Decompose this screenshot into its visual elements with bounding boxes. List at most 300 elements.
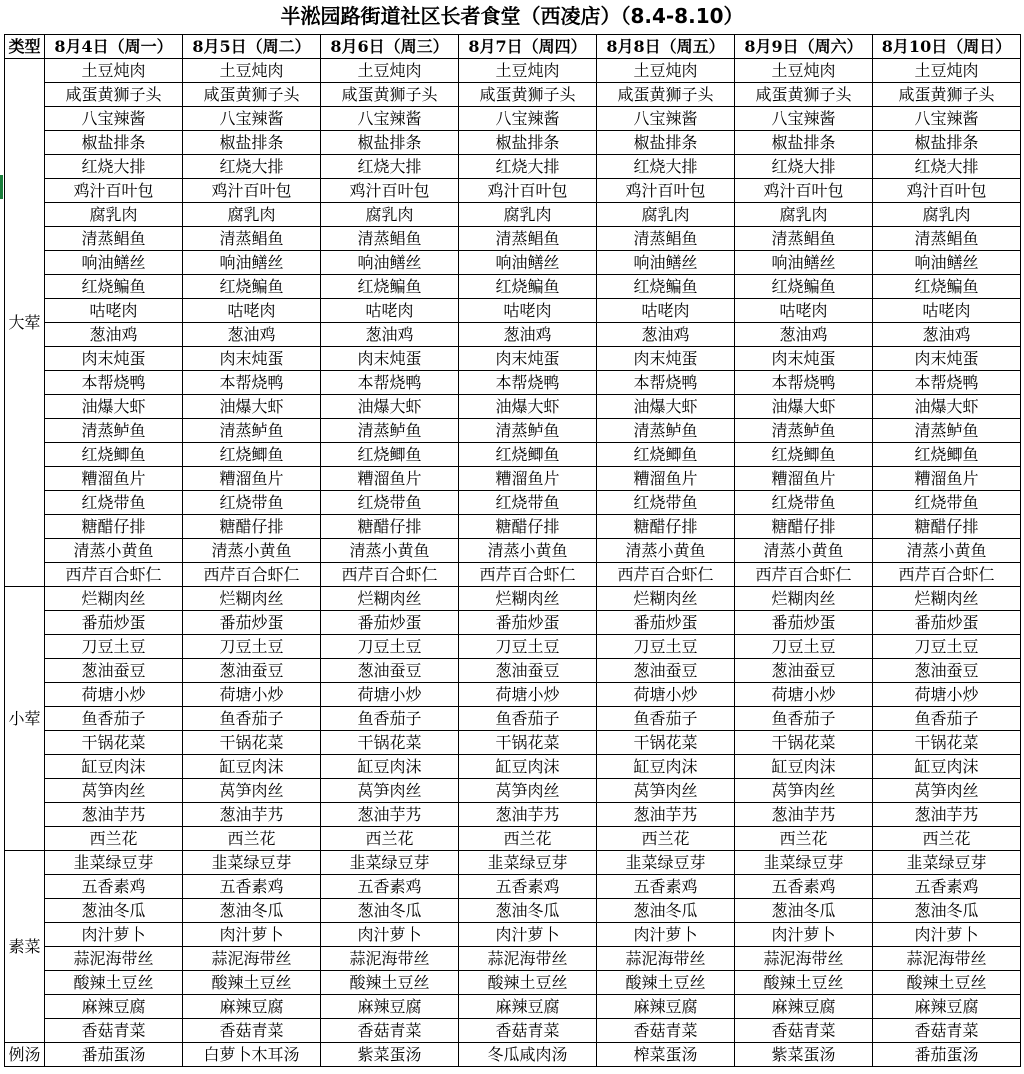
- dish-cell: 莴笋肉丝: [735, 779, 873, 803]
- table-row: [5, 467, 1021, 491]
- dish-cell: 韭菜绿豆芽: [873, 851, 1021, 875]
- dish-cell: 肉汁萝卜: [183, 923, 321, 947]
- dish-cell: 清蒸小黄鱼: [321, 539, 459, 563]
- table-row: [5, 419, 1021, 443]
- dish-cell: 番茄炒蛋: [873, 611, 1021, 635]
- dish-cell: 麻辣豆腐: [321, 995, 459, 1019]
- dish-cell: 清蒸鲈鱼: [735, 419, 873, 443]
- dish-cell: 鱼香茄子: [321, 707, 459, 731]
- table-row: [5, 779, 1021, 803]
- dish-cell: 肉汁萝卜: [459, 923, 597, 947]
- dish-cell: 椒盐排条: [183, 131, 321, 155]
- category-label: 大荤: [5, 59, 45, 587]
- table-row: [5, 1019, 1021, 1043]
- dish-cell: 榨菜蛋汤: [597, 1043, 735, 1067]
- table-row: [5, 203, 1021, 227]
- dish-cell: 咕咾肉: [597, 299, 735, 323]
- table-row: [5, 395, 1021, 419]
- dish-cell: 鱼香茄子: [873, 707, 1021, 731]
- dish-cell: 红烧带鱼: [459, 491, 597, 515]
- dish-cell: 酸辣土豆丝: [873, 971, 1021, 995]
- table-row: [5, 851, 1021, 875]
- dish-cell: 酸辣土豆丝: [183, 971, 321, 995]
- table-row: [5, 611, 1021, 635]
- table-row: [5, 515, 1021, 539]
- dish-cell: 清蒸小黄鱼: [183, 539, 321, 563]
- table-row: [5, 947, 1021, 971]
- dish-cell: 荷塘小炒: [735, 683, 873, 707]
- dish-cell: 腐乳肉: [183, 203, 321, 227]
- dish-cell: 麻辣豆腐: [597, 995, 735, 1019]
- dish-cell: 肉汁萝卜: [735, 923, 873, 947]
- dish-cell: 糖醋仔排: [45, 515, 183, 539]
- dish-cell: 土豆炖肉: [873, 59, 1021, 83]
- dish-cell: 西兰花: [735, 827, 873, 851]
- dish-cell: 干锅花菜: [183, 731, 321, 755]
- dish-cell: 椒盐排条: [459, 131, 597, 155]
- dish-cell: 鱼香茄子: [735, 707, 873, 731]
- weekly-menu-table: [4, 34, 1021, 1067]
- dish-cell: 韭菜绿豆芽: [45, 851, 183, 875]
- dish-cell: 莴笋肉丝: [321, 779, 459, 803]
- dish-cell: 五香素鸡: [873, 875, 1021, 899]
- dish-cell: 蒜泥海带丝: [45, 947, 183, 971]
- dish-cell: 本帮烧鸭: [321, 371, 459, 395]
- dish-cell: 干锅花菜: [597, 731, 735, 755]
- dish-cell: 油爆大虾: [459, 395, 597, 419]
- dish-cell: 鸡汁百叶包: [459, 179, 597, 203]
- dish-cell: 红烧鳊鱼: [321, 275, 459, 299]
- dish-cell: 糖醋仔排: [459, 515, 597, 539]
- table-row: [5, 227, 1021, 251]
- dish-cell: 刀豆土豆: [321, 635, 459, 659]
- dish-cell: 油爆大虾: [735, 395, 873, 419]
- dish-cell: 咸蛋黄狮子头: [321, 83, 459, 107]
- dish-cell: 酸辣土豆丝: [321, 971, 459, 995]
- dish-cell: 土豆炖肉: [459, 59, 597, 83]
- dish-cell: 葱油蚕豆: [183, 659, 321, 683]
- dish-cell: 咸蛋黄狮子头: [459, 83, 597, 107]
- table-row: [5, 491, 1021, 515]
- dish-cell: 五香素鸡: [183, 875, 321, 899]
- dish-cell: 韭菜绿豆芽: [321, 851, 459, 875]
- dish-cell: 咸蛋黄狮子头: [735, 83, 873, 107]
- dish-cell: 缸豆肉沫: [597, 755, 735, 779]
- dish-cell: 油爆大虾: [873, 395, 1021, 419]
- dish-cell: 番茄蛋汤: [45, 1043, 183, 1067]
- dish-cell: 响油鳝丝: [873, 251, 1021, 275]
- dish-cell: 红烧鳊鱼: [597, 275, 735, 299]
- dish-cell: 莴笋肉丝: [45, 779, 183, 803]
- dish-cell: 红烧大排: [459, 155, 597, 179]
- dish-cell: 咕咾肉: [45, 299, 183, 323]
- dish-cell: 葱油冬瓜: [321, 899, 459, 923]
- dish-cell: 咸蛋黄狮子头: [597, 83, 735, 107]
- dish-cell: 肉末炖蛋: [321, 347, 459, 371]
- table-row: [5, 563, 1021, 587]
- dish-cell: 腐乳肉: [873, 203, 1021, 227]
- dish-cell: 肉末炖蛋: [597, 347, 735, 371]
- day-header: 8月6日（周三）: [321, 35, 459, 59]
- dish-cell: 咸蛋黄狮子头: [873, 83, 1021, 107]
- table-row: [5, 971, 1021, 995]
- table-row: [5, 107, 1021, 131]
- dish-cell: 刀豆土豆: [183, 635, 321, 659]
- dish-cell: 鱼香茄子: [183, 707, 321, 731]
- page-title: 半淞园路街道社区长者食堂（西凌店）（8.4-8.10）: [280, 4, 744, 28]
- dish-cell: 酸辣土豆丝: [45, 971, 183, 995]
- table-row: [5, 179, 1021, 203]
- dish-cell: 土豆炖肉: [321, 59, 459, 83]
- dish-cell: 糟溜鱼片: [459, 467, 597, 491]
- dish-cell: 土豆炖肉: [183, 59, 321, 83]
- dish-cell: 清蒸鲳鱼: [873, 227, 1021, 251]
- dish-cell: 清蒸鲈鱼: [873, 419, 1021, 443]
- table-row: [5, 923, 1021, 947]
- dish-cell: 荷塘小炒: [459, 683, 597, 707]
- dish-cell: 五香素鸡: [321, 875, 459, 899]
- table-row: [5, 659, 1021, 683]
- dish-cell: 咕咾肉: [735, 299, 873, 323]
- day-header: 8月8日（周五）: [597, 35, 735, 59]
- dish-cell: 香菇青菜: [873, 1019, 1021, 1043]
- dish-cell: 五香素鸡: [459, 875, 597, 899]
- dish-cell: 响油鳝丝: [735, 251, 873, 275]
- table-row: [5, 827, 1021, 851]
- dish-cell: 红烧鳊鱼: [459, 275, 597, 299]
- dish-cell: 干锅花菜: [45, 731, 183, 755]
- dish-cell: 葱油冬瓜: [873, 899, 1021, 923]
- dish-cell: 糟溜鱼片: [45, 467, 183, 491]
- dish-cell: 香菇青菜: [459, 1019, 597, 1043]
- dish-cell: 紫菜蛋汤: [735, 1043, 873, 1067]
- dish-cell: 腐乳肉: [735, 203, 873, 227]
- dish-cell: 肉末炖蛋: [873, 347, 1021, 371]
- dish-cell: 糖醋仔排: [321, 515, 459, 539]
- dish-cell: 蒜泥海带丝: [735, 947, 873, 971]
- dish-cell: 清蒸鲈鱼: [597, 419, 735, 443]
- table-row: [5, 371, 1021, 395]
- dish-cell: 清蒸鲳鱼: [45, 227, 183, 251]
- dish-cell: 清蒸鲈鱼: [183, 419, 321, 443]
- dish-cell: 莴笋肉丝: [183, 779, 321, 803]
- dish-cell: 番茄炒蛋: [459, 611, 597, 635]
- dish-cell: 五香素鸡: [735, 875, 873, 899]
- dish-cell: 鸡汁百叶包: [321, 179, 459, 203]
- table-row: [5, 1043, 1021, 1067]
- dish-cell: 八宝辣酱: [45, 107, 183, 131]
- dish-cell: 红烧鲫鱼: [735, 443, 873, 467]
- dish-cell: 葱油鸡: [597, 323, 735, 347]
- dish-cell: 八宝辣酱: [873, 107, 1021, 131]
- dish-cell: 葱油鸡: [873, 323, 1021, 347]
- dish-cell: 西芹百合虾仁: [183, 563, 321, 587]
- menu-body: [5, 59, 1021, 1067]
- dish-cell: 番茄炒蛋: [321, 611, 459, 635]
- dish-cell: 韭菜绿豆芽: [597, 851, 735, 875]
- dish-cell: 油爆大虾: [183, 395, 321, 419]
- dish-cell: 咸蛋黄狮子头: [183, 83, 321, 107]
- dish-cell: 干锅花菜: [873, 731, 1021, 755]
- table-row: [5, 683, 1021, 707]
- table-row: [5, 707, 1021, 731]
- dish-cell: 番茄炒蛋: [735, 611, 873, 635]
- dish-cell: 土豆炖肉: [597, 59, 735, 83]
- table-row: [5, 995, 1021, 1019]
- dish-cell: 咕咾肉: [873, 299, 1021, 323]
- dish-cell: 椒盐排条: [321, 131, 459, 155]
- dish-cell: 糟溜鱼片: [183, 467, 321, 491]
- dish-cell: 油爆大虾: [597, 395, 735, 419]
- dish-cell: 番茄炒蛋: [45, 611, 183, 635]
- dish-cell: 麻辣豆腐: [183, 995, 321, 1019]
- dish-cell: 葱油鸡: [183, 323, 321, 347]
- dish-cell: 糟溜鱼片: [321, 467, 459, 491]
- dish-cell: 荷塘小炒: [597, 683, 735, 707]
- dish-cell: 烂糊肉丝: [735, 587, 873, 611]
- dish-cell: 紫菜蛋汤: [321, 1043, 459, 1067]
- dish-cell: 烂糊肉丝: [321, 587, 459, 611]
- table-row: [5, 59, 1021, 83]
- dish-cell: 本帮烧鸭: [735, 371, 873, 395]
- dish-cell: 八宝辣酱: [321, 107, 459, 131]
- dish-cell: 咕咾肉: [183, 299, 321, 323]
- dish-cell: 番茄蛋汤: [873, 1043, 1021, 1067]
- dish-cell: 本帮烧鸭: [459, 371, 597, 395]
- dish-cell: 五香素鸡: [597, 875, 735, 899]
- dish-cell: 糖醋仔排: [873, 515, 1021, 539]
- dish-cell: 缸豆肉沫: [321, 755, 459, 779]
- dish-cell: 刀豆土豆: [45, 635, 183, 659]
- dish-cell: 红烧鲫鱼: [597, 443, 735, 467]
- dish-cell: 葱油冬瓜: [459, 899, 597, 923]
- category-label: 小荤: [5, 587, 45, 851]
- dish-cell: 蒜泥海带丝: [459, 947, 597, 971]
- dish-cell: 八宝辣酱: [183, 107, 321, 131]
- dish-cell: 椒盐排条: [45, 131, 183, 155]
- dish-cell: 白萝卜木耳汤: [183, 1043, 321, 1067]
- dish-cell: 咕咾肉: [321, 299, 459, 323]
- dish-cell: 腐乳肉: [597, 203, 735, 227]
- dish-cell: 红烧鳊鱼: [873, 275, 1021, 299]
- dish-cell: 西芹百合虾仁: [45, 563, 183, 587]
- dish-cell: 葱油冬瓜: [735, 899, 873, 923]
- dish-cell: 酸辣土豆丝: [597, 971, 735, 995]
- dish-cell: 糖醋仔排: [735, 515, 873, 539]
- dish-cell: 烂糊肉丝: [597, 587, 735, 611]
- dish-cell: 干锅花菜: [735, 731, 873, 755]
- dish-cell: 红烧带鱼: [45, 491, 183, 515]
- table-row: [5, 299, 1021, 323]
- dish-cell: 红烧大排: [873, 155, 1021, 179]
- dish-cell: 响油鳝丝: [321, 251, 459, 275]
- table-row: [5, 875, 1021, 899]
- dish-cell: 西芹百合虾仁: [873, 563, 1021, 587]
- left-edge-marker: [0, 175, 3, 199]
- dish-cell: 红烧鳊鱼: [45, 275, 183, 299]
- dish-cell: 腐乳肉: [45, 203, 183, 227]
- dish-cell: 葱油蚕豆: [735, 659, 873, 683]
- dish-cell: 油爆大虾: [45, 395, 183, 419]
- dish-cell: 葱油冬瓜: [45, 899, 183, 923]
- dish-cell: 葱油蚕豆: [873, 659, 1021, 683]
- dish-cell: 西兰花: [597, 827, 735, 851]
- dish-cell: 荷塘小炒: [321, 683, 459, 707]
- dish-cell: 番茄炒蛋: [597, 611, 735, 635]
- dish-cell: 葱油芋艿: [873, 803, 1021, 827]
- table-row: [5, 155, 1021, 179]
- dish-cell: 红烧鲫鱼: [459, 443, 597, 467]
- dish-cell: 葱油鸡: [459, 323, 597, 347]
- dish-cell: 鸡汁百叶包: [183, 179, 321, 203]
- dish-cell: 本帮烧鸭: [45, 371, 183, 395]
- dish-cell: 清蒸鲳鱼: [459, 227, 597, 251]
- dish-cell: 红烧鲫鱼: [183, 443, 321, 467]
- dish-cell: 鸡汁百叶包: [735, 179, 873, 203]
- dish-cell: 西兰花: [183, 827, 321, 851]
- dish-cell: 本帮烧鸭: [183, 371, 321, 395]
- dish-cell: 清蒸鲳鱼: [321, 227, 459, 251]
- dish-cell: 葱油芋艿: [321, 803, 459, 827]
- dish-cell: 莴笋肉丝: [873, 779, 1021, 803]
- dish-cell: 烂糊肉丝: [459, 587, 597, 611]
- dish-cell: 葱油芋艿: [735, 803, 873, 827]
- dish-cell: 蒜泥海带丝: [321, 947, 459, 971]
- dish-cell: 八宝辣酱: [459, 107, 597, 131]
- dish-cell: 缸豆肉沫: [183, 755, 321, 779]
- dish-cell: 五香素鸡: [45, 875, 183, 899]
- dish-cell: 西兰花: [45, 827, 183, 851]
- dish-cell: 鱼香茄子: [459, 707, 597, 731]
- dish-cell: 缸豆肉沫: [735, 755, 873, 779]
- dish-cell: 鸡汁百叶包: [597, 179, 735, 203]
- table-row: [5, 83, 1021, 107]
- dish-cell: 红烧带鱼: [321, 491, 459, 515]
- dish-cell: 西兰花: [321, 827, 459, 851]
- dish-cell: 油爆大虾: [321, 395, 459, 419]
- dish-cell: 清蒸小黄鱼: [735, 539, 873, 563]
- dish-cell: 干锅花菜: [459, 731, 597, 755]
- dish-cell: 肉末炖蛋: [183, 347, 321, 371]
- dish-cell: 响油鳝丝: [45, 251, 183, 275]
- dish-cell: 鸡汁百叶包: [873, 179, 1021, 203]
- dish-cell: 烂糊肉丝: [873, 587, 1021, 611]
- dish-cell: 西兰花: [459, 827, 597, 851]
- dish-cell: 缸豆肉沫: [873, 755, 1021, 779]
- dish-cell: 荷塘小炒: [45, 683, 183, 707]
- header-row: [5, 35, 1021, 59]
- dish-cell: 清蒸鲈鱼: [321, 419, 459, 443]
- dish-cell: 清蒸小黄鱼: [45, 539, 183, 563]
- dish-cell: 荷塘小炒: [183, 683, 321, 707]
- dish-cell: 红烧大排: [735, 155, 873, 179]
- dish-cell: 缸豆肉沫: [459, 755, 597, 779]
- dish-cell: 西芹百合虾仁: [735, 563, 873, 587]
- dish-cell: 八宝辣酱: [735, 107, 873, 131]
- dish-cell: 麻辣豆腐: [735, 995, 873, 1019]
- dish-cell: 咸蛋黄狮子头: [45, 83, 183, 107]
- dish-cell: 莴笋肉丝: [459, 779, 597, 803]
- dish-cell: 土豆炖肉: [735, 59, 873, 83]
- dish-cell: 蒜泥海带丝: [873, 947, 1021, 971]
- dish-cell: 荷塘小炒: [873, 683, 1021, 707]
- table-row: [5, 587, 1021, 611]
- dish-cell: 腐乳肉: [459, 203, 597, 227]
- dish-cell: 肉末炖蛋: [45, 347, 183, 371]
- dish-cell: 葱油鸡: [735, 323, 873, 347]
- dish-cell: 肉末炖蛋: [735, 347, 873, 371]
- dish-cell: 糟溜鱼片: [597, 467, 735, 491]
- dish-cell: 腐乳肉: [321, 203, 459, 227]
- dish-cell: 肉汁萝卜: [873, 923, 1021, 947]
- dish-cell: 香菇青菜: [183, 1019, 321, 1043]
- dish-cell: 红烧带鱼: [873, 491, 1021, 515]
- dish-cell: 冬瓜咸肉汤: [459, 1043, 597, 1067]
- dish-cell: 红烧鲫鱼: [873, 443, 1021, 467]
- dish-cell: 蒜泥海带丝: [183, 947, 321, 971]
- dish-cell: 葱油鸡: [321, 323, 459, 347]
- dish-cell: 红烧大排: [183, 155, 321, 179]
- day-header: 8月4日（周一）: [45, 35, 183, 59]
- dish-cell: 缸豆肉沫: [45, 755, 183, 779]
- table-row: [5, 803, 1021, 827]
- dish-cell: 土豆炖肉: [45, 59, 183, 83]
- dish-cell: 烂糊肉丝: [45, 587, 183, 611]
- table-row: [5, 731, 1021, 755]
- dish-cell: 香菇青菜: [597, 1019, 735, 1043]
- dish-cell: 烂糊肉丝: [183, 587, 321, 611]
- dish-cell: 酸辣土豆丝: [459, 971, 597, 995]
- dish-cell: 鱼香茄子: [597, 707, 735, 731]
- dish-cell: 响油鳝丝: [459, 251, 597, 275]
- table-row: [5, 635, 1021, 659]
- dish-cell: 葱油鸡: [45, 323, 183, 347]
- dish-cell: 糟溜鱼片: [735, 467, 873, 491]
- day-header: 8月7日（周四）: [459, 35, 597, 59]
- dish-cell: 番茄炒蛋: [183, 611, 321, 635]
- day-header: 8月5日（周二）: [183, 35, 321, 59]
- dish-cell: 葱油蚕豆: [459, 659, 597, 683]
- dish-cell: 莴笋肉丝: [597, 779, 735, 803]
- dish-cell: 清蒸鲳鱼: [183, 227, 321, 251]
- dish-cell: 红烧鳊鱼: [735, 275, 873, 299]
- dish-cell: 刀豆土豆: [597, 635, 735, 659]
- dish-cell: 酸辣土豆丝: [735, 971, 873, 995]
- dish-cell: 香菇青菜: [735, 1019, 873, 1043]
- dish-cell: 红烧鲫鱼: [321, 443, 459, 467]
- dish-cell: 清蒸鲈鱼: [45, 419, 183, 443]
- table-row: [5, 755, 1021, 779]
- dish-cell: 刀豆土豆: [873, 635, 1021, 659]
- dish-cell: 麻辣豆腐: [459, 995, 597, 1019]
- category-label: 素菜: [5, 851, 45, 1043]
- dish-cell: 香菇青菜: [321, 1019, 459, 1043]
- table-row: [5, 347, 1021, 371]
- dish-cell: 葱油蚕豆: [597, 659, 735, 683]
- dish-cell: 肉汁萝卜: [321, 923, 459, 947]
- dish-cell: 西兰花: [873, 827, 1021, 851]
- dish-cell: 香菇青菜: [45, 1019, 183, 1043]
- dish-cell: 清蒸鲈鱼: [459, 419, 597, 443]
- dish-cell: 椒盐排条: [735, 131, 873, 155]
- dish-cell: 清蒸小黄鱼: [873, 539, 1021, 563]
- table-row: [5, 443, 1021, 467]
- dish-cell: 肉汁萝卜: [597, 923, 735, 947]
- dish-cell: 葱油蚕豆: [321, 659, 459, 683]
- dish-cell: 鸡汁百叶包: [45, 179, 183, 203]
- dish-cell: 本帮烧鸭: [873, 371, 1021, 395]
- type-column-header: 类型: [5, 35, 45, 59]
